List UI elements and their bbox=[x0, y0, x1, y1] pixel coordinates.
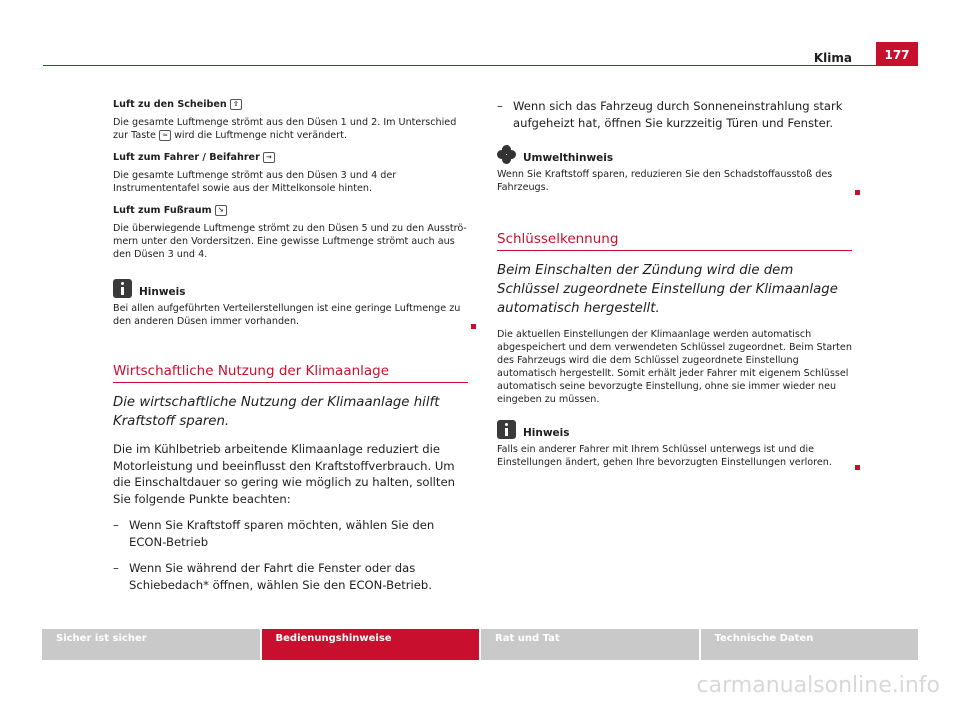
footer-tab-sicher[interactable]: Sicher ist sicher bbox=[42, 629, 260, 660]
paragraph-luft-scheiben bbox=[113, 116, 468, 142]
subheading-luft-fuss-text: Luft zum Fußraum bbox=[113, 205, 212, 216]
list-item bbox=[113, 517, 468, 550]
hinweis-header-right bbox=[497, 420, 852, 439]
info-note-icon bbox=[113, 279, 132, 298]
hinweis-text-right: Falls ein anderer Fahrer mit Ihrem Schlüssel unterwegs ist und die Einstellungen ändert, gehen Ihre bevorzugten Einstellungen verloren. bbox=[497, 444, 832, 468]
footwell-air-key-icon: ↘ bbox=[215, 205, 227, 216]
end-marker-icon bbox=[855, 465, 860, 470]
umwelt-header bbox=[497, 145, 852, 164]
section-title-wirtschaftlich: Wirtschaftliche Nutzung der Klimaanlage bbox=[113, 363, 468, 383]
paragraph-luft-scheiben-text-1: Die gesamte Luftmenge strömt aus den Düsen 1 und 2. Im Unterschied zur Taste bbox=[113, 117, 457, 141]
end-marker-icon bbox=[471, 324, 476, 329]
subheading-luft-fuss bbox=[113, 204, 468, 217]
paragraph-luft-fuss: Die überwiegende Luftmenge strömt zu den Düsen 5 und zu den Ausströmern unter den Vordersitzen. Eine gewisse Luftmenge strömt auch aus den Düsen 3 und 4. bbox=[113, 223, 467, 260]
right-column bbox=[497, 98, 852, 470]
face-air-key-icon: → bbox=[263, 152, 275, 163]
hinweis-header-left bbox=[113, 279, 468, 298]
footer-nav bbox=[42, 629, 918, 660]
paragraph-luft-scheiben-text-2: wird die Luftmenge nicht verändert. bbox=[174, 130, 347, 141]
defrost-key-icon: ≈ bbox=[159, 130, 171, 141]
page-number: 177 bbox=[876, 42, 918, 66]
info-note-icon bbox=[497, 420, 516, 439]
hinweis-text-left: Bei allen aufgeführten Verteilerstellungen ist eine geringe Luftmenge zu den anderen Düsen immer vorhanden. bbox=[113, 303, 461, 327]
bullet-text: Wenn Sie während der Fahrt die Fenster oder das Schiebedach* öffnen, wählen Sie den ECON-Betrieb. bbox=[129, 561, 432, 592]
footer-tab-bedienung[interactable]: Bedienungshinweise bbox=[262, 629, 480, 660]
left-column bbox=[113, 98, 468, 593]
umwelt-text: Wenn Sie Kraftstoff sparen, reduzieren Sie den Schadstoffausstoß des Fahrzeugs. bbox=[497, 169, 833, 193]
bullet-text: Wenn Sie Kraftstoff sparen möchten, wählen Sie den ECON-Betrieb bbox=[129, 518, 435, 549]
hinweis-title-left: Hinweis bbox=[139, 286, 186, 298]
list-item bbox=[113, 560, 468, 593]
paragraph-luft-fahrer: Die gesamte Luftmenge strömt aus den Düsen 3 und 4 der Instrumententafel sowie aus der Mittelkonsole hinten. bbox=[113, 170, 397, 194]
end-marker-icon bbox=[855, 190, 860, 195]
subheading-luft-scheiben bbox=[113, 98, 468, 111]
watermark: carmanualsonline.info bbox=[696, 673, 940, 698]
hinweis-title-right: Hinweis bbox=[523, 427, 570, 439]
subheading-luft-fahrer bbox=[113, 151, 468, 164]
section-intro-wirtschaftlich: Die wirtschaftliche Nutzung der Klimaanlage hilft Kraftstoff sparen. bbox=[113, 395, 440, 429]
bullet-text: Wenn sich das Fahrzeug durch Sonneneinstrahlung stark aufgeheizt hat, öffnen Sie kurzzeitig Türen und Fenster. bbox=[513, 99, 843, 130]
subheading-luft-fahrer-text: Luft zum Fahrer / Beifahrer bbox=[113, 152, 260, 163]
bullet-dash: – bbox=[113, 561, 119, 575]
environment-flower-icon bbox=[497, 145, 516, 164]
page-header-title: Klima bbox=[813, 51, 852, 65]
footer-tab-technik[interactable]: Technische Daten bbox=[701, 629, 919, 660]
section-title-schluessel: Schlüsselkennung bbox=[497, 231, 852, 251]
list-item bbox=[497, 98, 852, 131]
subheading-luft-scheiben-text: Luft zu den Scheiben bbox=[113, 99, 227, 110]
bullet-dash: – bbox=[113, 518, 119, 532]
header-rule bbox=[43, 65, 918, 66]
footer-tab-rat[interactable]: Rat und Tat bbox=[481, 629, 699, 660]
section-intro-schluessel: Beim Einschalten der Zündung wird die dem Schlüssel zugeordnete Einstellung der Klimaanlage automatisch hergestellt. bbox=[497, 263, 838, 316]
bullet-dash: – bbox=[497, 99, 503, 113]
windshield-air-key-icon: ⇧ bbox=[230, 99, 242, 110]
section-body-schluessel: Die aktuellen Einstellungen der Klimaanlage werden automatisch abgespeichert und dem verwendeten Schlüssel zugeordnet. Beim Starten des Fahrzeugs wird die dem Schlüssel zugeordnete Einstellung automatisch hergestellt. Somit erhält jeder Fahrer mit eigenem Schlüssel automatisch seine bevorzugte Einstellung, ohne sie immer wieder neu eingeben zu müssen. bbox=[497, 329, 852, 405]
umwelt-title: Umwelthinweis bbox=[523, 152, 614, 164]
section-body-wirtschaftlich: Die im Kühlbetrieb arbeitende Klimaanlage reduziert die Motorleistung und beeinflusst den Kraftstoffverbrauch. Um die Einschaltdauer so gering wie möglich zu halten, sollten Sie folgende Punkte beachten: bbox=[113, 442, 455, 506]
